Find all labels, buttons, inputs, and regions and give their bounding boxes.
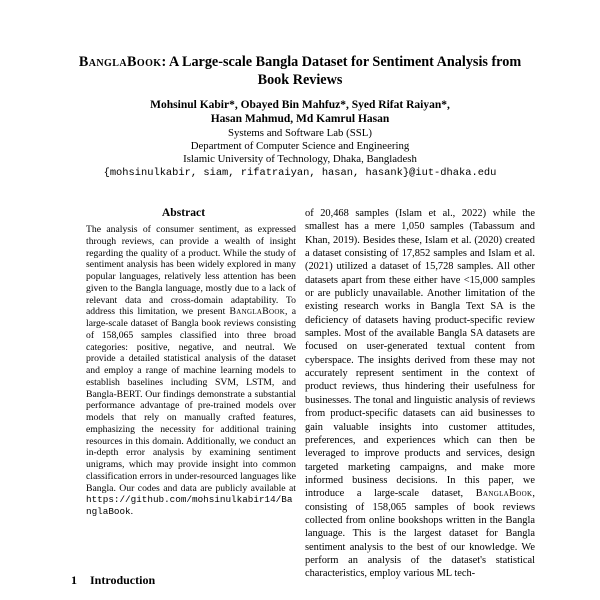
section-heading-introduction xyxy=(71,573,296,588)
author-line-1: Mohsinul Kabir*, Obayed Bin Mahfuz*, Syed Rifat Raiyan*, xyxy=(150,99,450,111)
author-list xyxy=(0,99,600,126)
paper-title-rest: : A Large-scale Bangla Dataset for Sentiment Analysis from Book Reviews xyxy=(161,54,522,88)
abstract-text-part2: , a large-scale dataset of Bangla book reviews consisting of 158,065 samples classified into three broad categories: positive, negative, and neutral. We provide a detailed statistical analysis of the dataset and employ a range of machine learning models to establish baselines including SVM, LSTM, and Bangla-BERT. Our findings demonstrate a substantial performance advantage of pre-trained models over models that rely on manually crafted features, emphasizing the necessity for additional training resources in this domain. Additionally, we conduct an in-depth error analysis by examining sentiment unigrams, which may provide insight into common classification errors in under-resourced languages like Bangla. Our codes and data are publicly available at xyxy=(86,306,296,494)
affiliation-block xyxy=(0,127,600,166)
section-number: 1 xyxy=(71,573,77,587)
abstract-dataset-name: BanglaBook xyxy=(229,306,286,318)
abstract-text-part1: The analysis of consumer sentiment, as expressed through reviews, can provide a wealth of insight regarding the quality of a product. While the study of sentiment analysis has been widely explored in many popular languages, relatively less attention has been given to the Bangla language, mostly due to a lack of relevant data and cross-domain adaptability. To address this limitation, we present xyxy=(86,224,296,318)
affiliation-university: Islamic University of Technology, Dhaka, Bangladesh xyxy=(183,153,417,165)
intro-dataset-name: BanglaBook xyxy=(475,488,533,500)
github-repo-link[interactable]: https://github.com/mohsinulkabir14/BanglaBook xyxy=(86,494,293,517)
introduction-continuation-column xyxy=(305,207,535,600)
paper-title-dataset-name: BanglaBook xyxy=(78,54,162,70)
abstract-heading: Abstract xyxy=(161,206,206,219)
affiliation-lab: Systems and Software Lab (SSL) xyxy=(228,127,372,139)
section-title: Introduction xyxy=(90,573,156,587)
author-line-2: Hasan Mahmud, Md Kamrul Hasan xyxy=(210,112,390,125)
abstract-text xyxy=(86,224,296,518)
intro-text-part1: of 20,468 samples (Islam et al., 2022) while the smallest has a mere 1,050 samples (Tabassum and Khan, 2019). Besides these, Islam et al. (2020) created a dataset consisting of 17,852 samples and Islam et al. (2021) utilized a dataset of 15,728 samples. All other datasets apart from these either have <15,000 samples or are publicly unavailable. Another limitation of the existing research works in Bangla Text SA is the deficiency of datasets having product-specific review samples. Most of the available Bangla SA datasets are focused on user-generated textual content from cyberspace. The insights derived from these may not accurately represent sentiment in the context of product reviews, thus hindering their usefulness for businesses. The tonal and linguistic analysis of reviews from product-specific datasets can aid businesses to gain valuable insights into customer attitudes, preferences, and experiences which can then be leveraged to improve products and services, design targeted marketing campaigns, and make more informed business decisions. In this paper, we introduce a large-scale dataset, xyxy=(305,208,535,500)
affiliation-department: Department of Computer Science and Engineering xyxy=(190,140,410,152)
paper-title xyxy=(63,53,537,89)
abstract-text-part3: . xyxy=(130,506,134,517)
intro-text-part2: , consisting of 158,065 samples of book reviews collected from online bookshops written in the Bangla language. This is the largest dataset for Bangla sentiment analysis to the best of our knowledge. We perform an analysis of the dataset's statistical characteristics, employ various ML tech- xyxy=(305,488,535,580)
author-emails: {mohsinulkabir, siam, rifatraiyan, hasan, hasank}@iut-dhaka.edu xyxy=(103,167,497,179)
